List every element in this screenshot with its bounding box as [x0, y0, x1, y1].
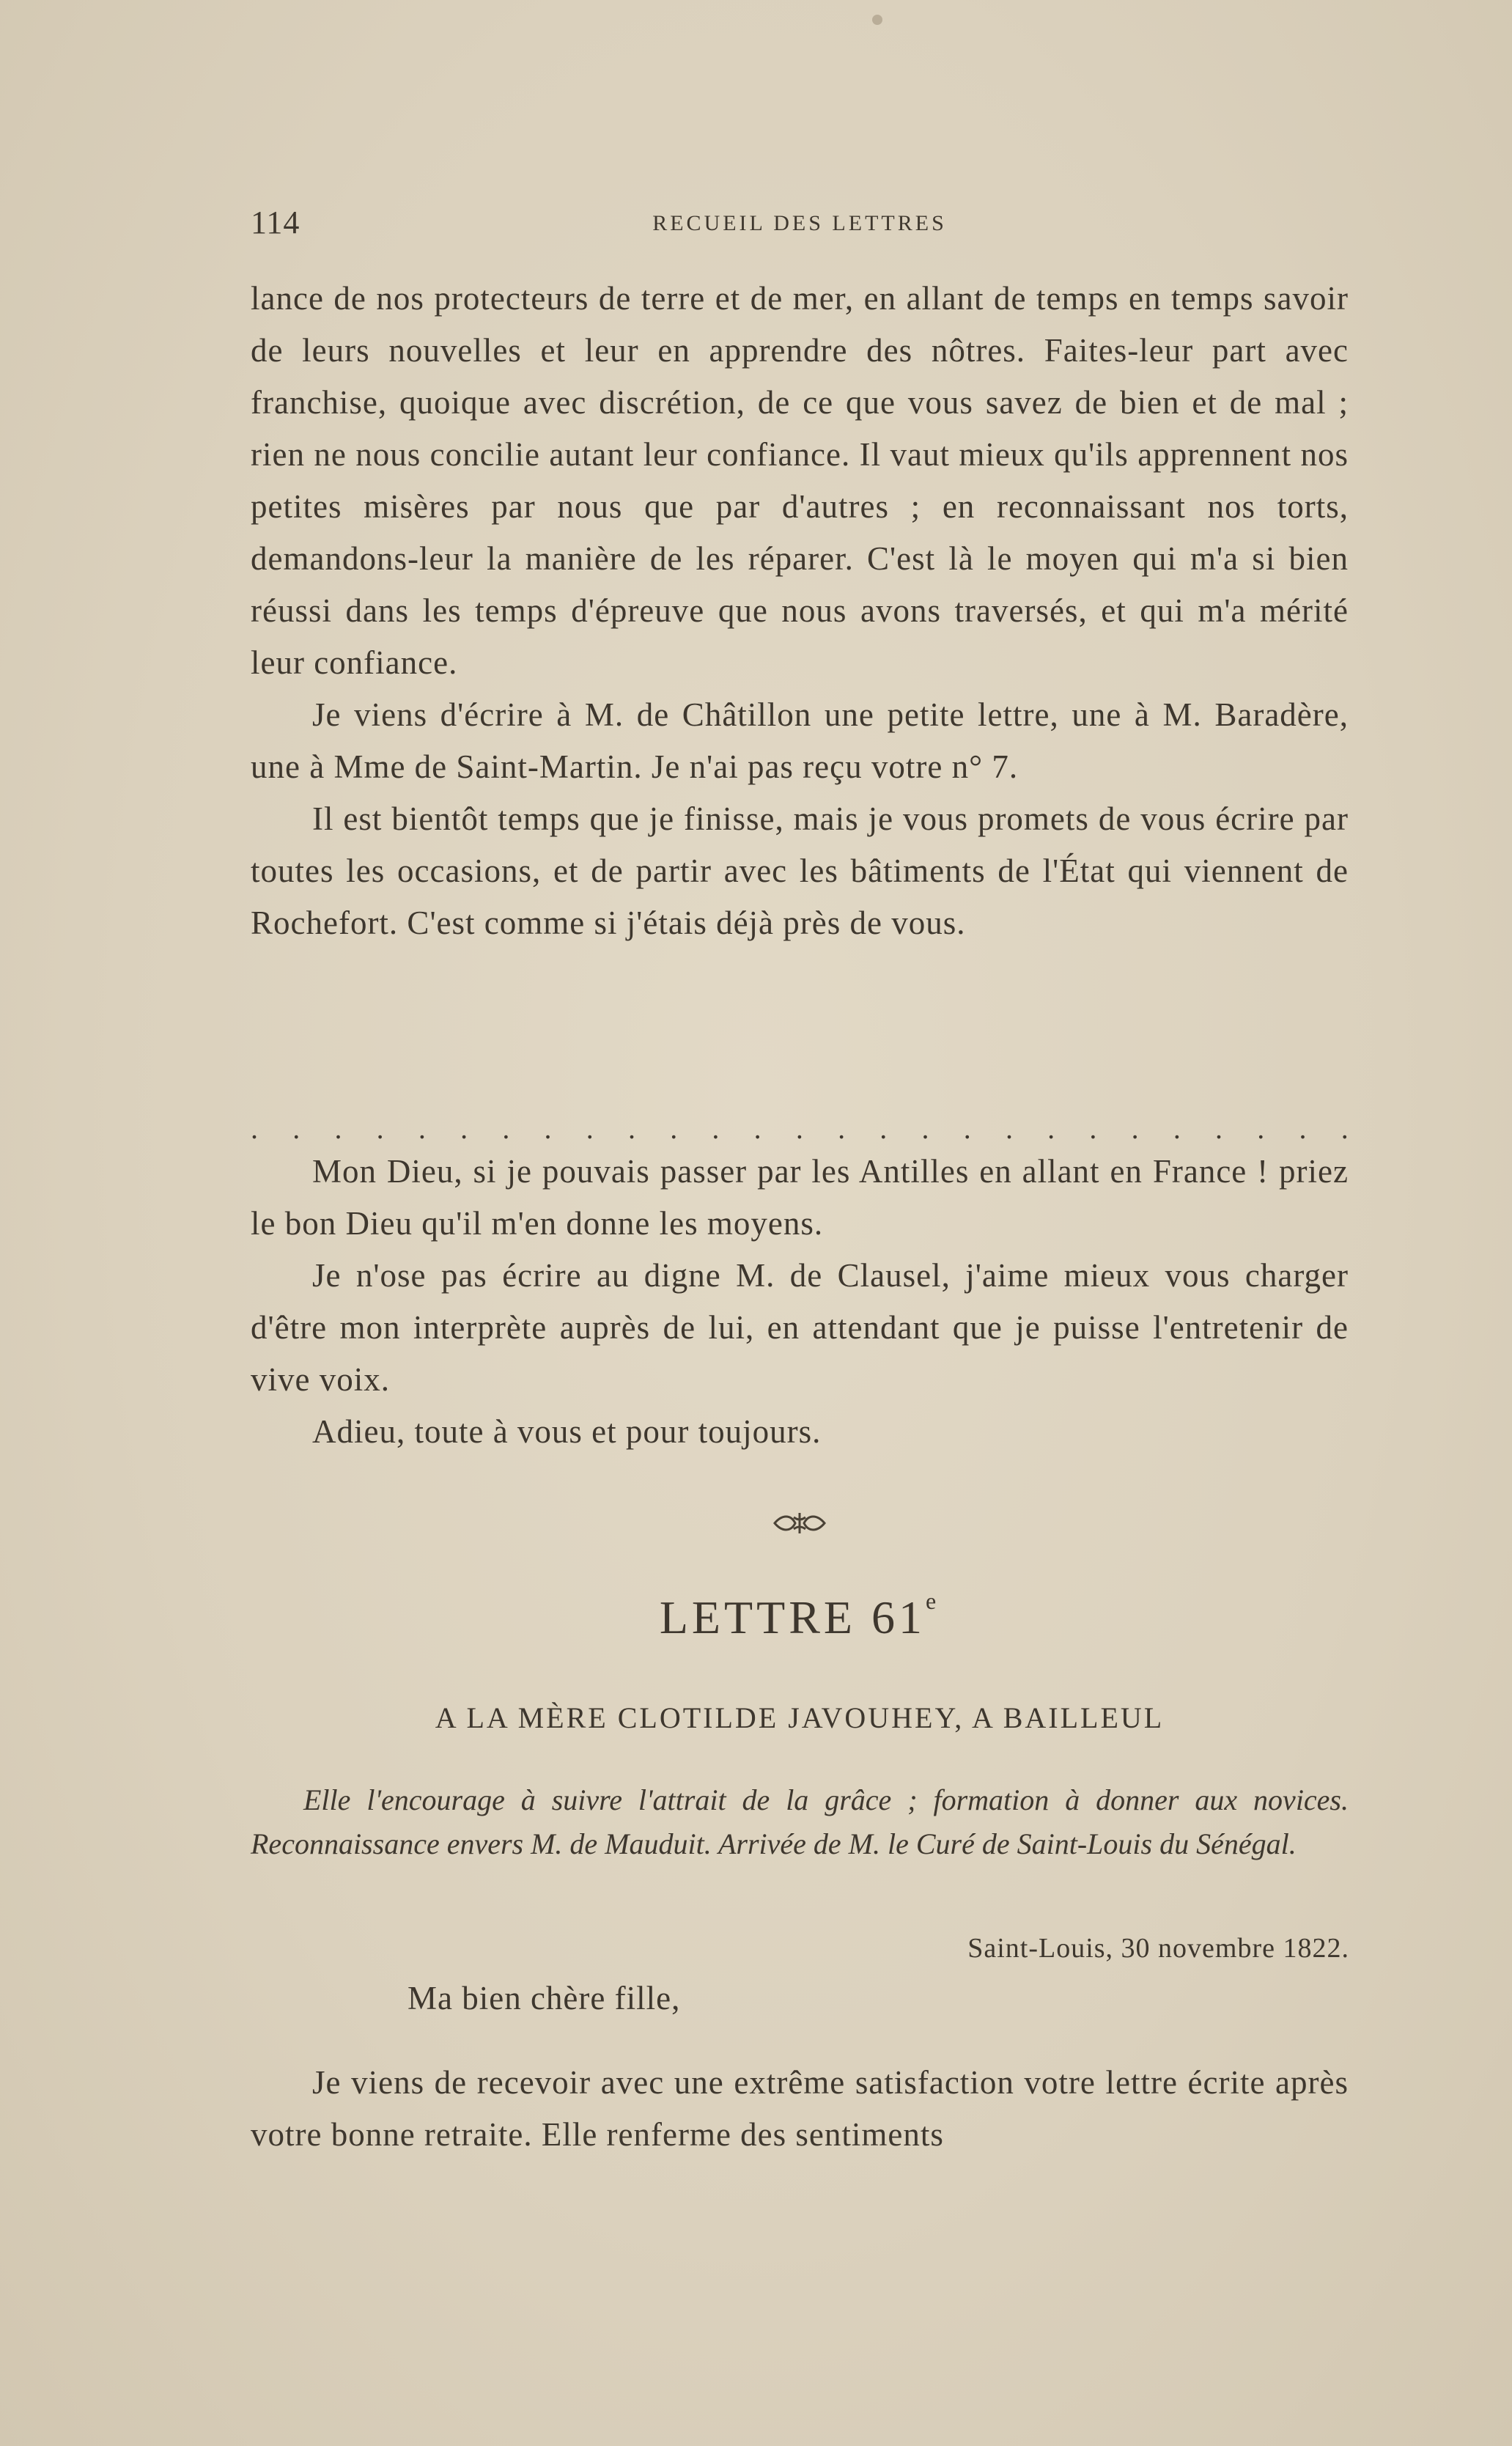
dot: . [1340, 1112, 1349, 1145]
paragraph: Je n'ose pas écrire au digne M. de Clausel, j'aime mieux vous charger d'être mon interprète auprès de lui, en attendant que je puisse l'entretenir de vive voix. [251, 1257, 1349, 1398]
letter-opening [251, 2057, 1349, 2161]
page-header [251, 204, 1349, 240]
salutation: Ma bien chère fille, [407, 1980, 681, 2016]
dot: . [712, 1112, 720, 1145]
letter-addressee: A LA MÈRE CLOTILDE JAVOUHEY, A BAILLEUL [435, 1701, 1165, 1734]
dot: . [1215, 1112, 1223, 1145]
dot: . [795, 1112, 803, 1145]
paragraph: Adieu, toute à vous et pour toujours. [312, 1413, 822, 1450]
letter-closing [251, 1146, 1349, 1458]
dot: . [1089, 1112, 1097, 1145]
paragraph: Il est bientôt temps que je finisse, mais je vous promets de vous écrire par toutes les occasions, et de partir avec les bâtiments de l'État qui viennent de Rochefort. C'est comme si j'étais déjà près de vous. [251, 800, 1349, 941]
paragraph: Mon Dieu, si je pouvais passer par les Antilles en allant en France ! priez le bon Dieu qu'il m'en donne les moyens. [251, 1153, 1349, 1242]
letter-title-suffix: e [925, 1588, 940, 1614]
dot: . [292, 1112, 300, 1145]
letter-title: LETTRE 61 [659, 1591, 926, 1643]
dot: . [921, 1112, 929, 1145]
print-speck [872, 15, 882, 25]
dot: . [1005, 1112, 1013, 1145]
fleuron-ornament-icon [773, 1509, 826, 1538]
dot: . [544, 1112, 552, 1145]
dot: . [1257, 1112, 1265, 1145]
dot: . [1173, 1112, 1181, 1145]
dot: . [502, 1112, 510, 1145]
dot: . [753, 1112, 761, 1145]
dot: . [838, 1112, 846, 1145]
dot: . [670, 1112, 678, 1145]
dot: . [334, 1112, 342, 1145]
date-line: Saint-Louis, 30 novembre 1822. [967, 1933, 1349, 1964]
dot: . [586, 1112, 594, 1145]
paragraph: lance de nos protecteurs de terre et de mer, en allant de temps en temps savoir de leurs nouvelles et leur en apprendre des nôtres. Faites-leur part avec franchise, quoique avec discrétion, de ce que vous savez de bien et de mal ; rien ne nous concilie autant leur confiance. Il vaut mieux qu'ils apprennent nos petites misères par nous que par d'autres ; en reconnaissant nos torts, demandons-leur la manière de les réparer. C'est là le moyen qui m'a si bien réussi dans les temps d'épreuve que nous avons traversés, et qui m'a mérité leur confiance. [251, 280, 1349, 681]
dot: . [1131, 1112, 1139, 1145]
dot: . [879, 1112, 888, 1145]
paragraph: Je viens d'écrire à M. de Châtillon une petite lettre, une à M. Baradère, une à Mme de Saint-Martin. Je n'ai pas reçu votre n° 7. [251, 696, 1349, 785]
dot: . [1047, 1112, 1055, 1145]
paragraph: Je viens de recevoir avec une extrême satisfaction votre lettre écrite après votre bonne retraite. Elle renferme des sentiments [251, 2064, 1349, 2153]
dot: . [376, 1112, 384, 1145]
page-number: 114 [251, 205, 300, 240]
dot: . [627, 1112, 635, 1145]
letter-continuation [251, 273, 1349, 949]
letter-summary: Elle l'encourage à suivre l'attrait de la grâce ; formation à donner aux novices. Reconnaissance envers M. de Mauduit. Arrivée de M. le Curé de Saint-Louis du Sénégal. [251, 1783, 1349, 1860]
dot: . [251, 1112, 258, 1145]
dot: . [963, 1112, 971, 1145]
dot: . [1299, 1112, 1307, 1145]
letter-heading [251, 1588, 1349, 1645]
dot: . [460, 1112, 468, 1145]
omission-dots [251, 1112, 1349, 1145]
running-title: RECUEIL DES LETTRES [652, 211, 947, 235]
dot: . [418, 1112, 426, 1145]
